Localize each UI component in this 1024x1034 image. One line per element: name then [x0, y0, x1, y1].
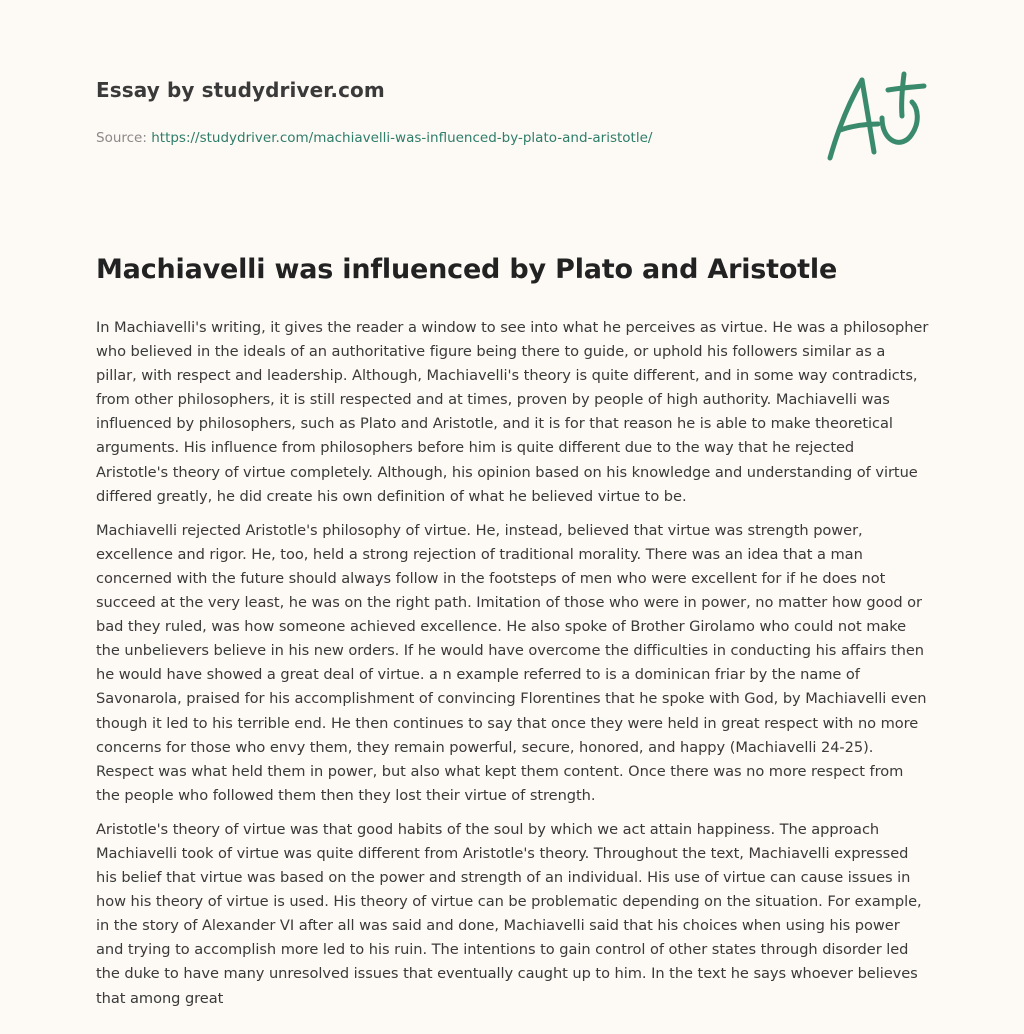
- brand-title: Essay by studydriver.com: [96, 78, 385, 102]
- source-label: Source:: [96, 130, 147, 146]
- source-line: [96, 130, 652, 146]
- essay-paragraph: Machiavelli rejected Aristotle's philosophy of virtue. He, instead, believed that virtue was strength power, excellence and rigor. He, too, held a strong rejection of traditional morality. There was an idea that a man concerned with the future should always follow in the footsteps of men who were excellent for if he does not succeed at the very least, he was on the right path. Imitation of those who were in power, no matter how good or bad they ruled, was how someone achieved excellence. He also spoke of Brother Girolamo who could not make the unbelievers believe in his new orders. If he would have overcome the difficulties in conducting his affairs then he would have showed a great deal of virtue. a n example referred to is a dominican friar by the name of Savonarola, praised for his accomplishment of convincing Florentines that he spoke with God, by Machiavelli even though it led to his terrible end. He then continues to say that once they were held in great respect with no more concerns for those who envy them, they remain powerful, secure, honored, and happy (Machiavelli 24-25). Respect was what held them in power, but also what kept them content. Once there was no more respect from the people who followed them then they lost their virtue of strength.: [96, 521, 927, 804]
- essay-title: Machiavelli was influenced by Plato and Aristotle: [96, 254, 838, 285]
- header: [96, 78, 652, 146]
- essay-paragraph: Aristotle's theory of virtue was that good habits of the soul by which we act attain happiness. The approach Machiavelli took of virtue was quite different from Aristotle's theory. Throughout the text, Machiavelli expressed his belief that virtue was based on the power and strength of an individual. His use of virtue can cause issues in how his theory of virtue is used. His theory of virtue can be problematic depending on the situation. For example, in the story of Alexander VI after all was said and done, Machiavelli said that his choices when using his power and trying to accomplish more led to his ruin. The intentions to gain control of other states through disorder led the duke to have many unresolved issues that eventually caught up to him. In the text he says whoever believes that among great: [96, 820, 922, 1007]
- a-plus-grade-icon: [822, 68, 932, 164]
- essay-body: [96, 316, 930, 1021]
- source-link[interactable]: https://studydriver.com/machiavelli-was-influenced-by-plato-and-aristotle/: [151, 130, 653, 146]
- essay-paragraph: In Machiavelli's writing, it gives the reader a window to see into what he perceives as virtue. He was a philosopher who believed in the ideals of an authoritative figure being there to guide, or uphold his followers similar as a pillar, with respect and leadership. Although, Machiavelli's theory is quite different, and in some way contradicts, from other philosophers, it is still respected and at times, proven by people of high authority. Machiavelli was influenced by philosophers, such as Plato and Aristotle, and it is for that reason he is able to make theoretical arguments. His influence from philosophers before him is quite different due to the way that he rejected Aristotle's theory of virtue completely. Although, his opinion based on his knowledge and understanding of virtue differed greatly, he did create his own definition of what he believed virtue to be.: [96, 319, 929, 505]
